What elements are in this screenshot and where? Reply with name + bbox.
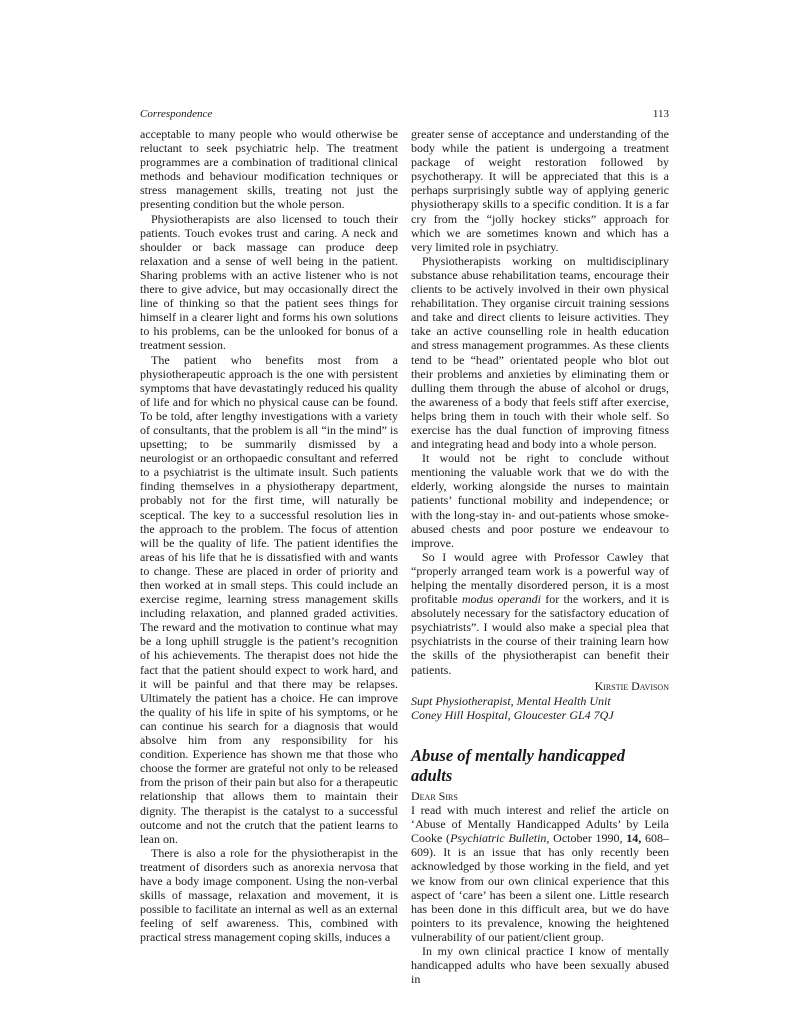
affiliation-line-1: Supt Physiotherapist, Mental Health Unit	[411, 693, 611, 708]
right-column	[411, 127, 669, 986]
journal-volume: 14,	[626, 831, 642, 846]
paragraph-substance-abuse: Physiotherapists working on multidisciplinary substance abuse rehabilitation teams, encourage their clients to be actively involved in their own physical rehabilitation. They organise circuit training sessions and take and direct clients to leisure activities. They take an active counselling role in health education and stress management programmes. As these clients tend to be “head” orientated people who blot out their problems and anxieties by eliminating them or dulling them through the abuse of alcohol or drugs, the awareness of a body that feels stiff after exercise, helps bring them in touch with their whole self. So exercise has the dual function of improving fitness and integrating head and body into a whole person.	[411, 253, 669, 452]
quote-text-after: for the workers, and it is absolutely necessary for the satisfactory education of psychiatrists”. I would also make a special plea that psychiatrists in the course of their training learn how the skills of the physiotherapist can benefit their patients.	[411, 592, 669, 677]
left-column	[140, 127, 398, 944]
letter-text-middle: October 1990,	[549, 831, 627, 846]
letter-title: Abuse of mentally handicapped adults	[411, 745, 626, 785]
running-head: Correspondence	[140, 108, 213, 120]
page-number: 113	[652, 108, 669, 120]
paragraph-persistent-symptoms: The patient who benefits most from a physiotherapeutic approach is the one with persistent symptoms that have devastatingly reduced his quality of life and for which no physical cause can be found. To be told, after lengthy investigations with a variety of consultants, that the problem is all “in the mind” is upsetting; to be summarily dismissed by a neurologist or an orthopaedic consultant and referred to a psychiatrist is the ultimate insult. Such patients finding themselves in a physiotherapy department, probably not for the first time, will naturally be sceptical. The key to a successful resolution lies in the approach to the problem. The focus of attention will be the quality of life. The patient identifies the areas of his life that he is dissatisfied with and wants to change. These are placed in order of priority and then worked at in small steps. This could include an exercise regime, learning stress management skills including relaxation, and planned graded activities. The reward and the motivation to continue what may be a long uphill struggle is the patient’s recognition of his achievements. The therapist does not hide the fact that the patient should expect to work hard, and it will be painful and that there may be relapses. Ultimately the patient has a choice. He can improve the quality of his life in spite of his symptoms, or he can continue his search for a diagnosis that would absolve him from any responsibility for his condition. Experience has shown me that those who choose the former are grateful not only to be released from the prison of their pain but also for a therapeutic relationship that allows them to maintain their dignity. The therapist is the catalyst to a successful outcome and not the crutch that the patient learns to lean on.	[140, 352, 398, 846]
page-header	[140, 108, 669, 124]
paragraph-letter-opening	[411, 803, 669, 944]
salutation: Dear Sirs	[411, 788, 458, 803]
paragraph-touch: Physiotherapists are also licensed to touch their patients. Touch evokes trust and caring. A neck and shoulder or back massage can produce deep relaxation and a sense of well being in the patient. Sharing problems with an active listener who is not there to give advice, but may occasionally direct the line of thinking so that the patient sees things for himself in a clearer light and forms his own solutions to his problems, can be the unlooked for bonus of a treatment session.	[140, 211, 398, 353]
journal-name: Psychiatric Bulletin,	[450, 831, 550, 846]
quote-text-before: So I would agree with Professor Cawley that “properly arranged team work is a powerful way of helping the mentally disordered person, it is a most profitable	[411, 549, 669, 607]
author-affiliation	[411, 694, 669, 722]
letter-text-after: 608–609). It is an issue that has only recently been acknowledged by those working in the field, and yet we know from our own clinical experience that this aspect of ‘care’ has been a silent one. Little research has been done in this difficult area, but we do have pointers to its prevalence, knowing the heightened vulnerability of our patient/client group.	[411, 831, 669, 944]
paragraph-cawley-quote	[411, 550, 669, 677]
paragraph-anorexia: There is also a role for the physiotherapist in the treatment of disorders such as anorexia nervosa that have a body image component. Using the non-verbal skills of massage, relaxation and movement, it is possible to facilitate an internal as well as an external feeling of self awareness. This, combined with practical stress management coping skills, induces a	[140, 845, 398, 945]
paragraph-continued: acceptable to many people who would otherwise be reluctant to seek psychiatric help. The treatment programmes are a combination of traditional clinical methods and behaviour modification techniques or stress management skills, treating not just the presenting condition but the whole person.	[140, 127, 398, 212]
paragraph-clinical-practice: In my own clinical practice I know of mentally handicapped adults who have been sexually abused in	[411, 943, 669, 987]
letter-text-before: I read with much interest and relief the article on ‘Abuse of Mentally Handicapped Adults’ by Leila Cooke (	[411, 803, 669, 846]
paragraph-elderly: It would not be right to conclude without mentioning the valuable work that we do with the elderly, working alongside the nurses to maintain patients’ functional mobility and independence; or with the long-stay in- and out-patients whose smoke-abused chests and poor posture we endeavour to improve.	[411, 451, 669, 550]
quote-italic-term: modus operandi	[461, 592, 541, 607]
affiliation-line-2: Coney Hill Hospital, Gloucester GL4 7QJ	[411, 707, 614, 722]
author-signature: Kirstie Davison	[594, 678, 669, 693]
paragraph-body-acceptance: greater sense of acceptance and understanding of the body while the patient is undergoing a treatment package of weight restoration followed by psychotherapy. It will be appreciated that this is a perhaps surprisingly subtle way of applying generic physiotherapy skills to a specific condition. It is a far cry from the “jolly hockey sticks” approach for which we are sometimes known and which has a very limited role in psychiatry.	[411, 127, 669, 254]
